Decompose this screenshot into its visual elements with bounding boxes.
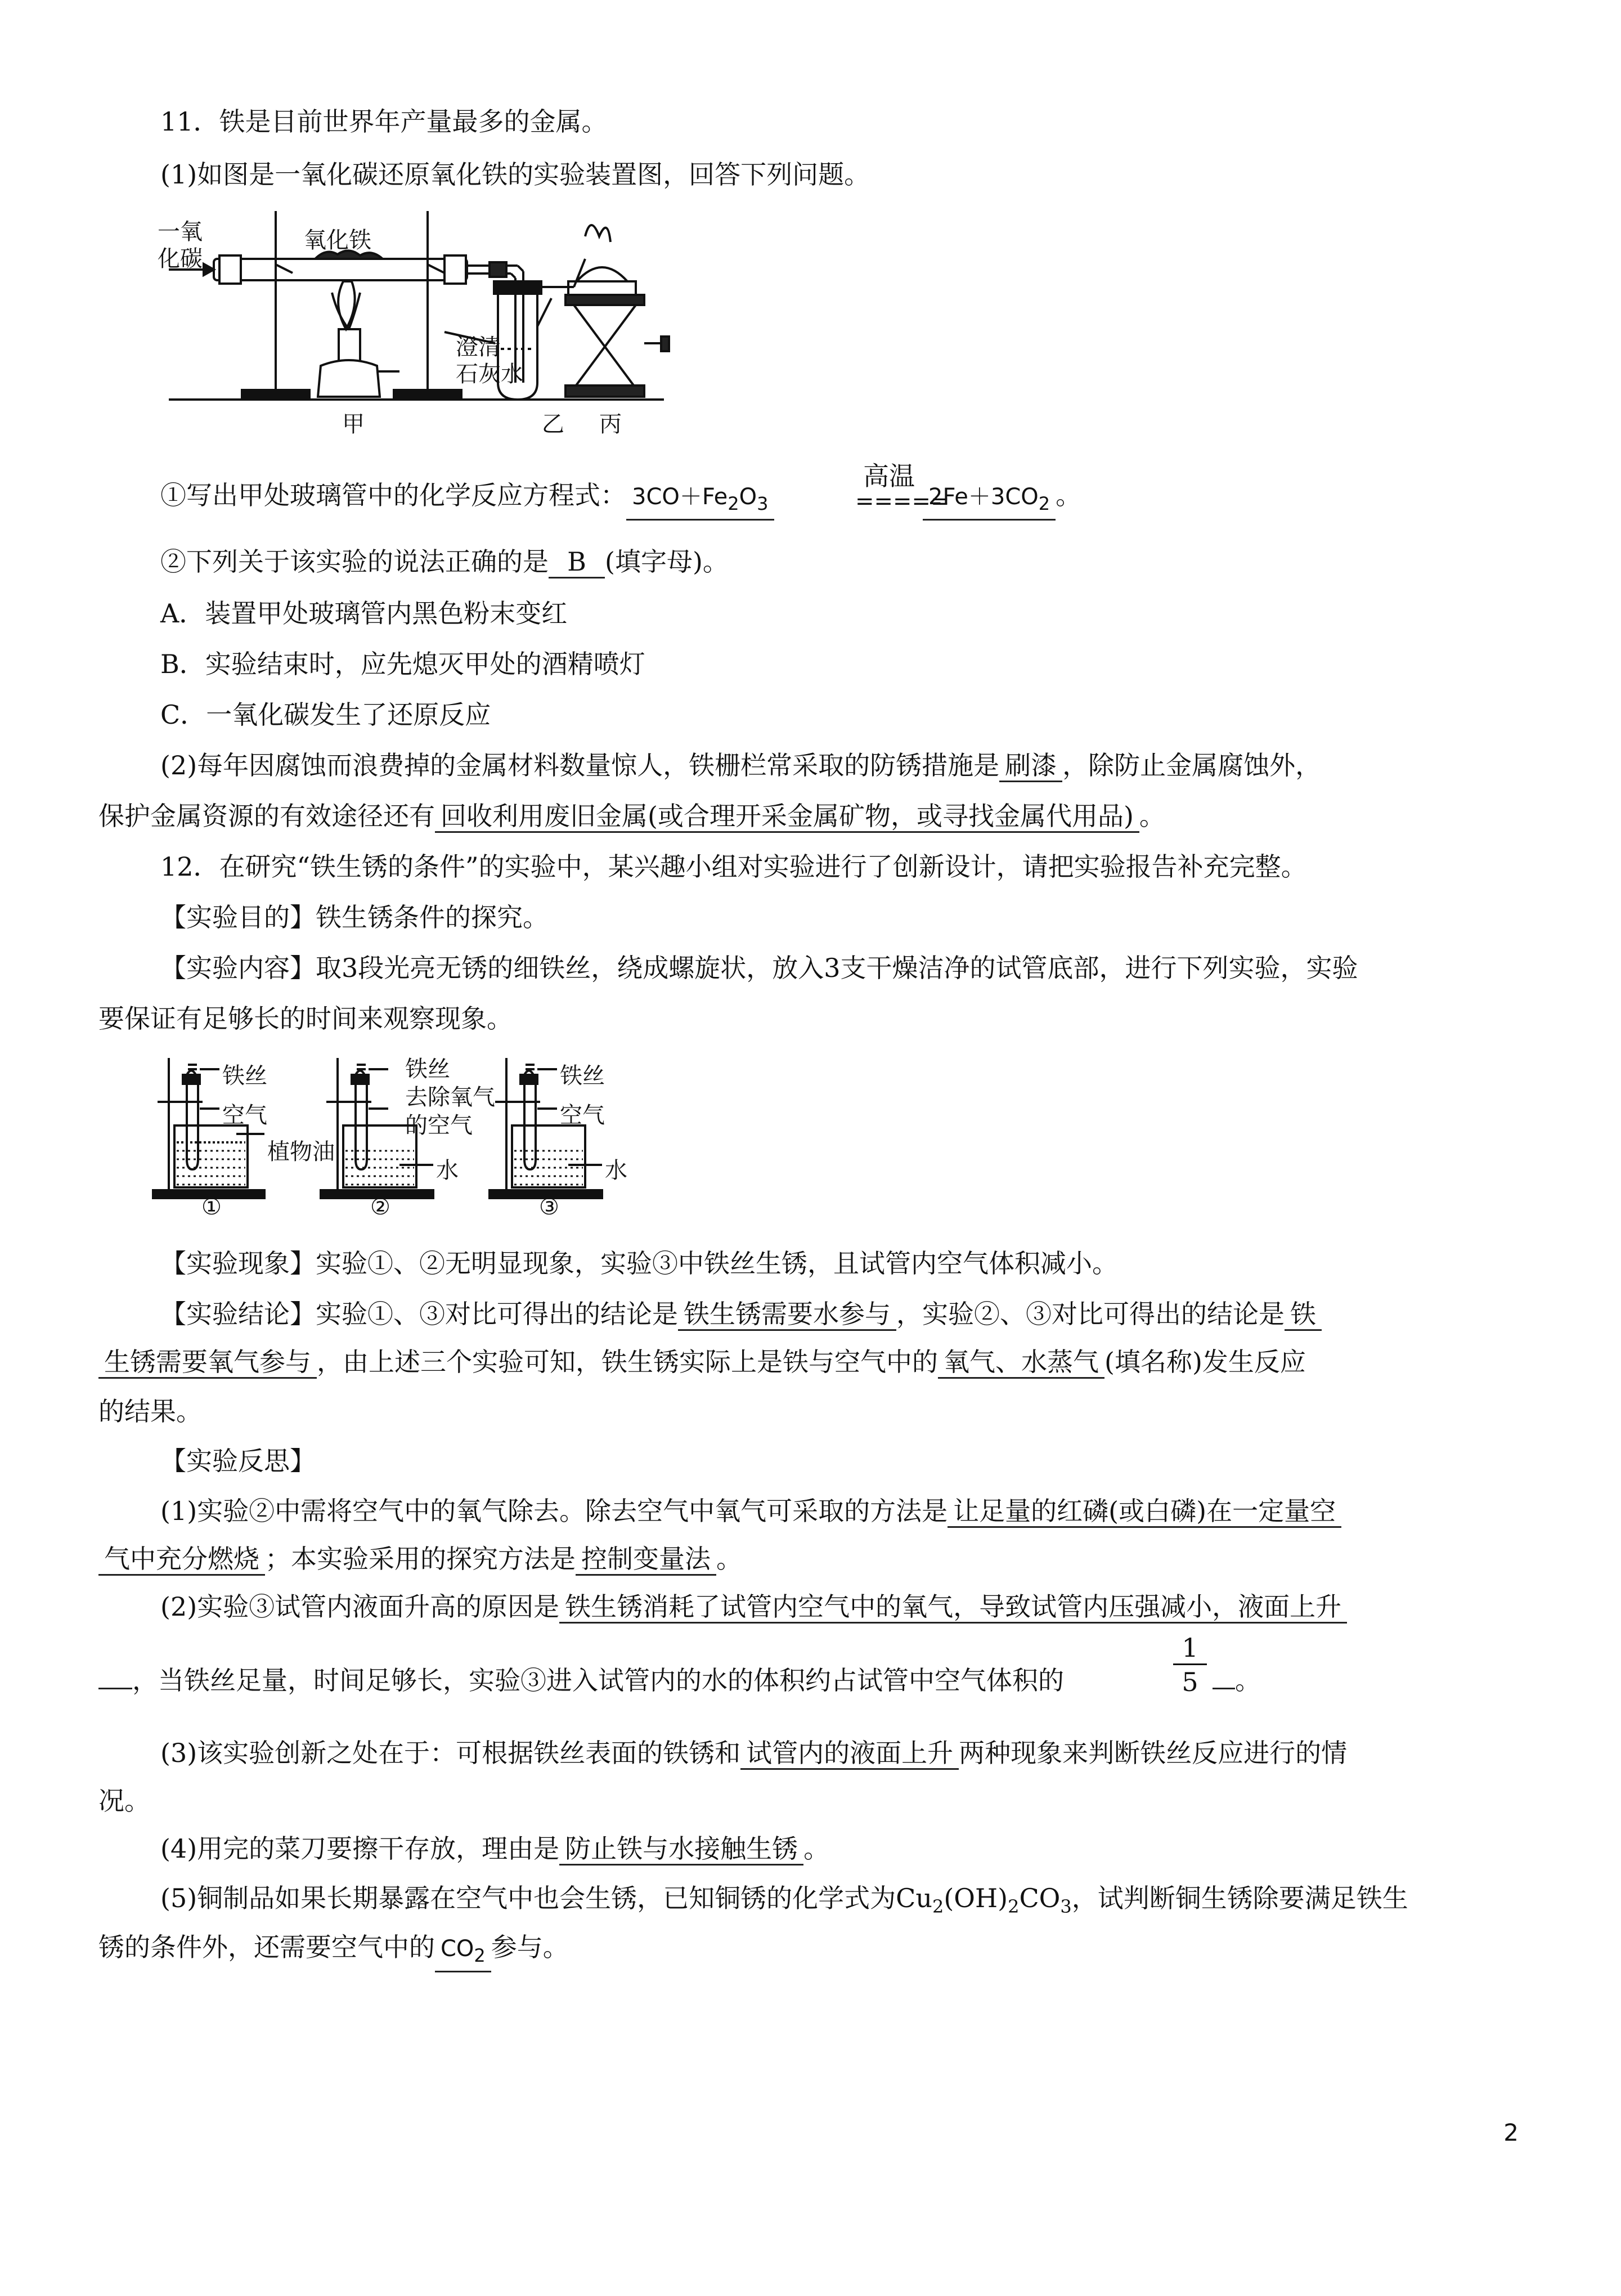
eq-left-b: O bbox=[739, 484, 757, 510]
part2-mid: ，除防止金属腐蚀外， bbox=[1062, 750, 1322, 781]
r1-prefix: (1)实验②中需将空气中的氧气除去。除去空气中氧气可采取的方法是 bbox=[160, 1496, 948, 1526]
r1-mid: ；本实验采用的探究方法是 bbox=[265, 1544, 576, 1574]
answer-fraction bbox=[1173, 1632, 1207, 1699]
iron-oxide-label: 氧化铁 bbox=[304, 227, 371, 253]
q11-part1: (1)如图是一氧化碳还原氧化铁的实验装置图，回答下列问题。 bbox=[160, 159, 870, 190]
q12-r1-line2 bbox=[98, 1542, 742, 1576]
tube3-air-label: 空气 bbox=[560, 1102, 605, 1128]
equation-prefix: ①写出甲处玻璃管中的化学反应方程式： bbox=[160, 480, 626, 510]
q12-r3-line2: 况。 bbox=[98, 1786, 150, 1816]
tube1-air-label: 空气 bbox=[222, 1102, 267, 1128]
label-bing: 丙 bbox=[599, 411, 622, 437]
r5-prefix: (5)铜制品如果长期暴露在空气中也会生锈，已知铜锈的化学式为Cu bbox=[160, 1883, 932, 1913]
r3-end: 两种现象来判断铁丝反应进行的情 bbox=[959, 1738, 1348, 1768]
setup-number-2: ② bbox=[370, 1194, 390, 1220]
conclusion-mid: ，实验②、③对比可得出的结论是 bbox=[896, 1299, 1285, 1329]
tube1-oil-label: 植物油 bbox=[267, 1139, 335, 1165]
part2-prefix: (2)每年因腐蚀而浪费掉的金属材料数量惊人，铁栅栏常采取的防锈措施是 bbox=[160, 750, 1000, 781]
q12-r5-line2 bbox=[98, 1930, 569, 1972]
q12-conclusion-line2 bbox=[98, 1345, 1306, 1379]
r5-answer bbox=[435, 1934, 491, 1972]
q11-q2-line bbox=[160, 545, 729, 579]
conclusion-answer3: 氧气、水蒸气 bbox=[938, 1347, 1104, 1379]
q12-title: 12．在研究“铁生锈的条件”的实验中，某兴趣小组对实验进行了创新设计，请把实验报告补充完整。 bbox=[160, 851, 1307, 882]
r5-line2-prefix: 锈的条件外，还需要空气中的 bbox=[98, 1932, 435, 1962]
tube2-no-oxygen-label-2: 的空气 bbox=[405, 1113, 473, 1138]
conclusion-prefix: 【实验结论】实验①、③对比可得出的结论是 bbox=[160, 1299, 678, 1329]
q11-title: 11．铁是目前世界年产量最多的金属。 bbox=[160, 106, 608, 137]
q11-part2-line1 bbox=[160, 748, 1321, 782]
label-jia: 甲 bbox=[342, 411, 365, 437]
q12-content-2: 要保证有足够长的时间来观察现象。 bbox=[98, 1003, 513, 1034]
part2-answer1: 刷漆 bbox=[999, 750, 1062, 782]
co-inlet-label-1: 一氧 bbox=[158, 219, 203, 245]
q11-part2-line2 bbox=[98, 799, 1165, 833]
q12-reflection-heading: 【实验反思】 bbox=[160, 1446, 316, 1476]
q12-r4-line bbox=[160, 1832, 829, 1866]
q12-r2-line2 bbox=[98, 1663, 1064, 1697]
q12-r5-line1 bbox=[160, 1881, 1408, 1923]
fraction-numerator: 1 bbox=[1182, 1633, 1198, 1663]
q12-conclusion-line1 bbox=[160, 1297, 1322, 1331]
r2-fraction-underline bbox=[1213, 1663, 1235, 1689]
q12-phenomenon: 【实验现象】实验①、②无明显现象，实验③中铁丝生锈，且试管内空气体积减小。 bbox=[160, 1248, 1118, 1279]
r5-mid2: CO bbox=[1019, 1883, 1061, 1913]
r5-answer-text: CO bbox=[441, 1936, 474, 1962]
tube3-water-label: 水 bbox=[605, 1158, 627, 1183]
option-b: B．实验结束时，应先熄灭甲处的酒精喷灯 bbox=[160, 649, 645, 679]
part2-line2-prefix: 保护金属资源的有效途径还有 bbox=[98, 801, 435, 831]
part2-answer2: 回收利用废旧金属(或合理开采金属矿物，或寻找金属代用品) bbox=[435, 801, 1139, 833]
option-a: A．装置甲处玻璃管内黑色粉末变红 bbox=[160, 598, 568, 629]
eq-right-a: 2Fe＋3CO bbox=[928, 484, 1039, 510]
r5-sub2: 2 bbox=[1008, 1896, 1020, 1917]
eq-left-a: 3CO＋Fe bbox=[632, 484, 728, 510]
r5-line2-end: 参与。 bbox=[491, 1932, 569, 1962]
tube2-wire-label: 铁丝 bbox=[405, 1056, 450, 1082]
reaction-condition bbox=[855, 456, 950, 514]
q12-content-1: 【实验内容】取3段光亮无锈的细铁丝，绕成螺旋状，放入3支干燥洁净的试管底部，进行下列实验，实验 bbox=[160, 953, 1358, 983]
r4-prefix: (4)用完的菜刀要擦干存放，理由是 bbox=[160, 1833, 560, 1864]
q11-equation-line bbox=[160, 478, 774, 521]
r2-blank-end bbox=[98, 1663, 132, 1689]
r2-prefix: (2)实验③试管内液面升高的原因是 bbox=[160, 1591, 560, 1622]
q12-r1-line1 bbox=[160, 1494, 1341, 1528]
setup-number-1: ① bbox=[201, 1194, 222, 1220]
tube2-no-oxygen-label-1: 去除氧气 bbox=[405, 1084, 495, 1110]
q2-prefix: ②下列关于该实验的说法正确的是 bbox=[160, 546, 549, 577]
eq-left-sub1: 2 bbox=[728, 493, 739, 514]
r5-answer-sub: 2 bbox=[474, 1945, 486, 1966]
r4-answer: 防止铁与水接触生锈 bbox=[559, 1833, 803, 1866]
q2-answer: B bbox=[549, 546, 605, 579]
conclusion-mid2: ，由上述三个实验可知，铁生锈实际上是铁与空气中的 bbox=[317, 1347, 938, 1377]
tube1-wire-label: 铁丝 bbox=[222, 1063, 267, 1089]
condition-arrow: ===== bbox=[855, 488, 950, 514]
tube2-water-label: 水 bbox=[436, 1158, 459, 1183]
r2-answer1: 铁生锈消耗了试管内空气中的氧气，导致试管内压强减小，液面上升 bbox=[559, 1591, 1347, 1624]
r1-answer2: 控制变量法 bbox=[576, 1544, 716, 1576]
condition-text: 高温 bbox=[863, 461, 915, 491]
tube3-wire-label: 铁丝 bbox=[560, 1063, 605, 1089]
eq-right-sub: 2 bbox=[1038, 493, 1050, 514]
conclusion-end: (填名称)发生反应 bbox=[1104, 1347, 1306, 1377]
limewater-label-1: 澄清 bbox=[456, 334, 501, 360]
conclusion-answer2a: 铁 bbox=[1285, 1299, 1322, 1331]
eq-end: 。 bbox=[1056, 480, 1082, 510]
conclusion-answer2b: 生锈需要氧气参与 bbox=[98, 1347, 317, 1379]
r4-end: 。 bbox=[803, 1833, 830, 1864]
r2-end-punct bbox=[1213, 1663, 1261, 1697]
r5-mid1: (OH) bbox=[944, 1883, 1008, 1913]
q11-equation-right bbox=[923, 478, 1081, 521]
r1-answer1a: 让足量的红磷(或白磷)在一定量空 bbox=[948, 1496, 1341, 1528]
conclusion-answer1: 铁生锈需要水参与 bbox=[678, 1299, 896, 1331]
r5-end: ，试判断铜生锈除要满足铁生 bbox=[1071, 1883, 1408, 1913]
limewater-label-2: 石灰水 bbox=[456, 361, 523, 387]
page-number: 2 bbox=[1503, 2119, 1519, 2146]
r1-answer1b: 气中充分燃烧 bbox=[98, 1544, 265, 1576]
label-yi: 乙 bbox=[542, 411, 564, 437]
part2-end: 。 bbox=[1139, 801, 1165, 831]
r2-end: 。 bbox=[1235, 1665, 1261, 1696]
q12-conclusion-line3: 的结果。 bbox=[98, 1396, 202, 1427]
equation-right-answer bbox=[923, 482, 1056, 521]
q12-r3-line1 bbox=[160, 1736, 1347, 1770]
option-c: C．一氧化碳发生了还原反应 bbox=[160, 699, 491, 730]
r3-prefix: (3)该实验创新之处在于：可根据铁丝表面的铁锈和 bbox=[160, 1738, 741, 1768]
fraction-denominator: 5 bbox=[1173, 1663, 1207, 1699]
q12-purpose: 【实验目的】铁生锈条件的探究。 bbox=[160, 902, 549, 932]
setup-number-3: ③ bbox=[539, 1194, 559, 1220]
r1-end: 。 bbox=[716, 1544, 742, 1574]
q12-r2-line1 bbox=[160, 1590, 1347, 1624]
r5-sub3: 3 bbox=[1060, 1896, 1072, 1917]
co-inlet-label-2: 化碳 bbox=[158, 246, 203, 272]
r3-answer: 试管内的液面上升 bbox=[740, 1738, 959, 1770]
q2-suffix: (填字母)。 bbox=[605, 546, 729, 577]
r2-line2-text: ，当铁丝足量，时间足够长，实验③进入试管内的水的体积约占试管中空气体积的 bbox=[132, 1665, 1064, 1696]
equation-left-answer bbox=[626, 482, 774, 521]
co-reduction-apparatus-diagram bbox=[158, 203, 681, 439]
r5-sub1: 2 bbox=[932, 1896, 944, 1917]
eq-left-sub2: 3 bbox=[757, 493, 769, 514]
